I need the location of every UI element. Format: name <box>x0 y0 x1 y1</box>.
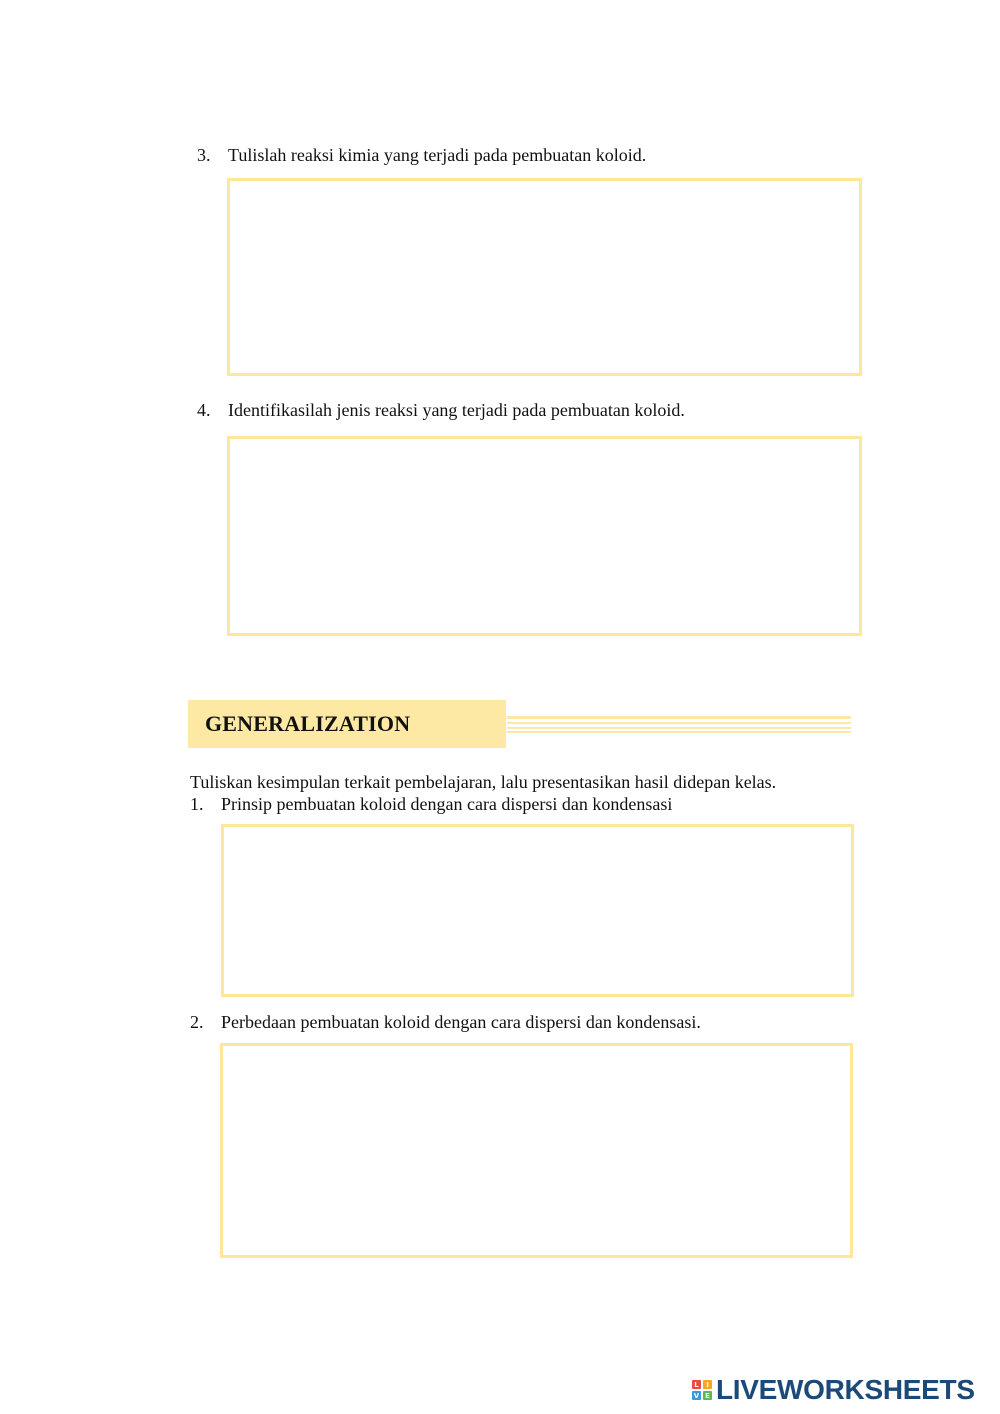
banner-rule <box>507 722 851 724</box>
question-text: Identifikasilah jenis reaksi yang terjadi pada pembuatan koloid. <box>228 400 685 420</box>
question-number: 3. <box>197 145 211 165</box>
logo-badge-letter: I <box>703 1380 712 1389</box>
liveworksheets-logo <box>692 1376 975 1404</box>
question-3 <box>197 144 646 166</box>
logo-badge-letter: L <box>692 1380 701 1389</box>
answer-box-question-4[interactable] <box>227 436 862 636</box>
section-title: GENERALIZATION <box>205 711 411 736</box>
question-text: Prinsip pembuatan koloid dengan cara dispersi dan kondensasi <box>221 794 673 814</box>
logo-badge-letter: E <box>703 1391 712 1400</box>
logo-badge-icon <box>692 1380 712 1400</box>
section-intro: Tuliskan kesimpulan terkait pembelajaran, lalu presentasikan hasil didepan kelas. <box>190 772 777 792</box>
question-number: 1. <box>190 794 204 814</box>
logo-text: LIVEWORKSHEETS <box>716 1374 975 1405</box>
generalization-question-2 <box>190 1011 701 1033</box>
question-number: 2. <box>190 1012 204 1032</box>
question-text: Perbedaan pembuatan koloid dengan cara dispersi dan kondensasi. <box>221 1012 701 1032</box>
logo-badge-letter: V <box>693 1391 700 1400</box>
banner-rule <box>507 716 851 719</box>
answer-box-generalization-1[interactable] <box>221 824 854 997</box>
generalization-question-1 <box>190 793 672 815</box>
answer-box-question-3[interactable] <box>227 178 862 376</box>
banner-rule <box>507 727 851 729</box>
question-number: 4. <box>197 400 211 420</box>
banner-rule <box>507 731 851 733</box>
section-banner <box>188 700 506 748</box>
answer-box-generalization-2[interactable] <box>220 1043 853 1258</box>
question-text: Tulislah reaksi kimia yang terjadi pada pembuatan koloid. <box>228 145 647 165</box>
question-4 <box>197 399 685 421</box>
